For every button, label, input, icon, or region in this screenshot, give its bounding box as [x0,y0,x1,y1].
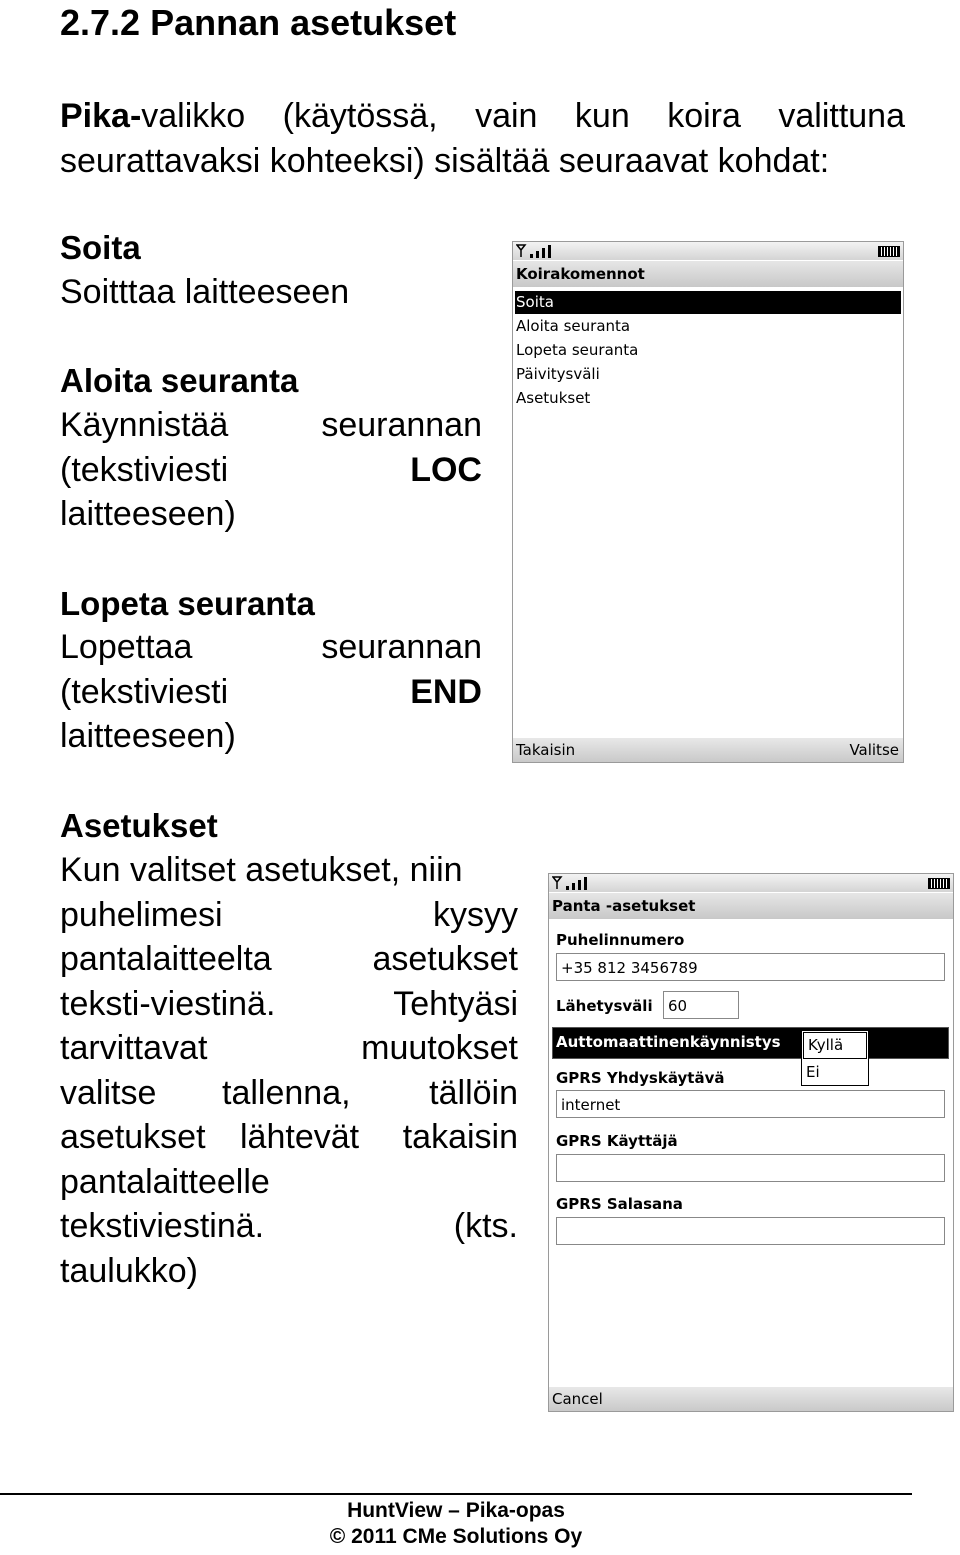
footer-divider [0,1493,912,1495]
as-line: lähtevät [240,1118,360,1156]
aloita-l1-right: seurannan [321,406,482,444]
status-bar [549,874,953,892]
interval-input[interactable]: 60 [663,991,739,1019]
menu-item-aloita-seuranta[interactable]: Aloita seuranta [516,317,631,335]
asetukset-desc [60,848,518,1293]
menu-item-lopeta-seuranta[interactable]: Lopeta seuranta [516,341,639,359]
autostart-dropdown[interactable] [801,1030,869,1086]
select-softkey[interactable]: Valitse [849,741,899,759]
screen-title: Panta -asetukset [549,893,953,919]
as-line: Kun valitset asetukset, niin [60,851,463,889]
as-line: asetukset [60,1118,206,1156]
as-line: tekstiviestinä. [60,1207,265,1245]
aloita-l2-left: (tekstiviesti [60,450,229,489]
as-line: Tehtyäsi [393,984,518,1023]
aloita-l2-right: LOC [410,450,482,489]
as-line: pantalaitteelle [60,1162,270,1201]
lopeta-l2-right: END [410,672,482,711]
intro-text: valikko (käytössä, vain kun koira valittuna seurattavaksi kohteeksi) sisältää seuraavat kohdat: [60,97,905,180]
aloita-l1-left: Käynnistää [60,406,229,444]
lopeta-l1-left: Lopettaa [60,628,193,666]
lopeta-l2-left: (tekstiviesti [60,672,229,711]
lopeta-desc [60,625,482,759]
status-bar [513,242,903,260]
intro-paragraph [60,94,905,184]
gprs-password-input[interactable] [556,1217,945,1245]
as-line: muutokset [361,1029,518,1067]
back-softkey[interactable]: Takaisin [516,741,576,759]
as-line: taulukko) [60,1251,198,1290]
battery-icon [928,878,950,889]
soita-desc: Soitttaa laitteeseen [60,273,350,311]
aloita-title: Aloita seuranta [60,362,299,399]
phone-screen-commands [512,241,904,763]
as-line: valitse [60,1073,157,1112]
footer-title: HuntView – Pika-opas [347,1499,565,1522]
as-line: tällöin [429,1073,518,1112]
as-line: teksti-viestinä. [60,984,276,1023]
gprs-gateway-label: GPRS Yhdyskäytävä [556,1069,725,1087]
gprs-user-input[interactable] [556,1154,945,1182]
lopeta-l1-right: seurannan [321,628,482,666]
as-line: (kts. [453,1207,518,1245]
footer-copyright: © 2011 CMe Solutions Oy [329,1525,583,1548]
as-line: puhelimesi [60,895,223,934]
option-ei[interactable]: Ei [806,1063,820,1081]
as-line: tarvittavat [60,1029,208,1067]
signal-icon [516,244,560,258]
cancel-softkey[interactable]: Cancel [552,1390,603,1408]
option-kylla[interactable]: Kyllä [803,1032,867,1059]
lopeta-title: Lopeta seuranta [60,585,315,622]
intro-bold: Pika- [60,97,142,135]
interval-label: Lähetysväli [556,997,653,1015]
gprs-gateway-input[interactable]: internet [556,1090,945,1118]
as-line: kysyy [433,895,518,934]
aloita-desc [60,403,482,537]
as-line: tallenna, [222,1073,351,1112]
asetukset-title: Asetukset [60,807,218,844]
signal-icon [552,876,596,890]
autostart-label: Auttomaattinenkäynnistys [556,1033,781,1051]
lopeta-l3: laitteeseen) [60,717,236,755]
as-line: takaisin [402,1118,518,1156]
phone-number-input[interactable]: +35 812 3456789 [556,953,945,981]
as-line: pantalaitteelta [60,940,272,978]
battery-icon [878,246,900,257]
as-line: asetukset [372,940,518,978]
gprs-password-label: GPRS Salasana [556,1195,683,1213]
screen-title: Koirakomennot [513,261,903,287]
phone-screen-settings [548,873,954,1412]
menu-item-paivitysvali[interactable]: Päivitysväli [516,365,600,383]
menu-item-soita[interactable]: Soita [515,291,901,314]
page-title: 2.7.2 Pannan asetukset [60,2,457,43]
soita-title: Soita [60,229,141,266]
menu-item-asetukset[interactable]: Asetukset [516,389,591,407]
gprs-user-label: GPRS Käyttäjä [556,1132,678,1150]
phone-number-label: Puhelinnumero [556,931,685,949]
aloita-l3: laitteeseen) [60,495,236,533]
softkey-bar [513,738,903,762]
softkey-bar [549,1387,953,1411]
